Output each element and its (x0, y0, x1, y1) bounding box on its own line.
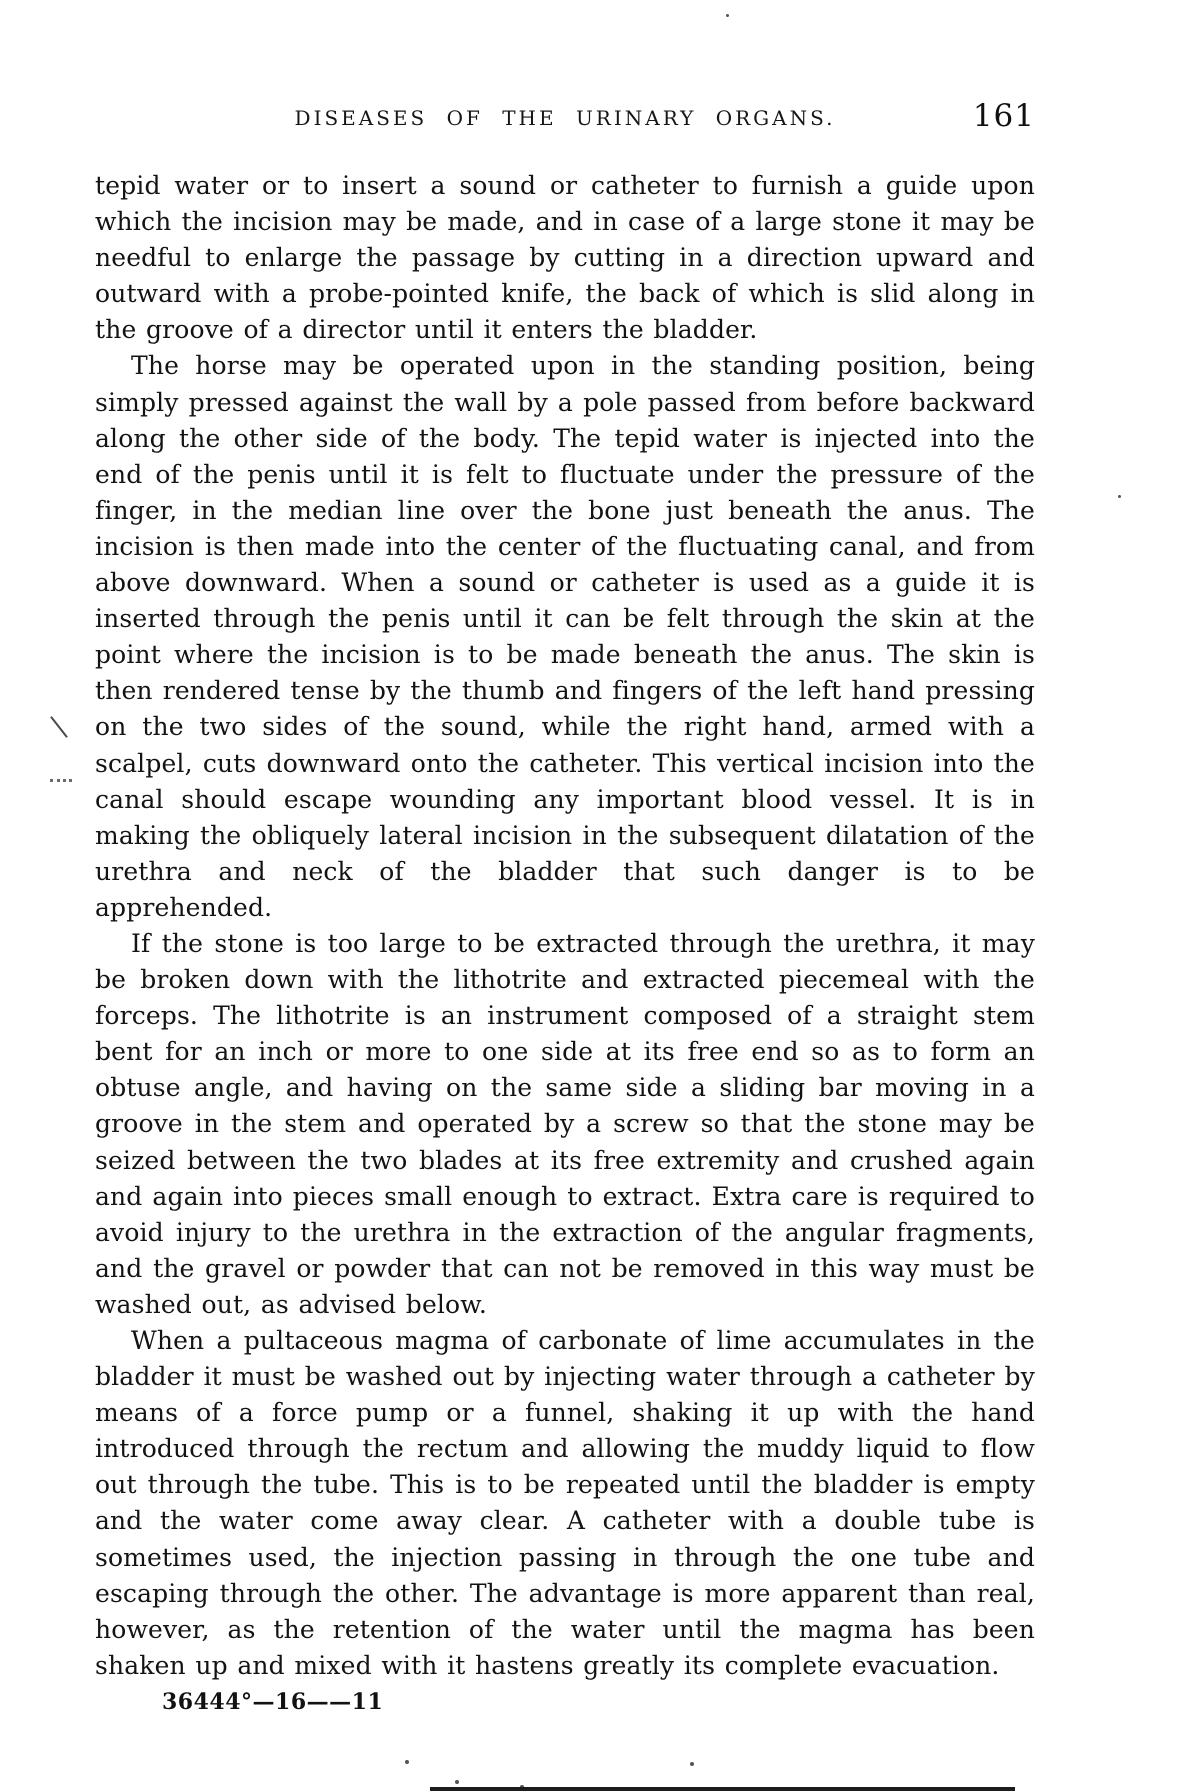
scan-artifact-stray-slash (50, 716, 68, 738)
scan-artifact-speck (726, 14, 729, 17)
scan-artifact-stray-dots (50, 776, 72, 782)
printers-mark: 36444°—16——11 (162, 1689, 384, 1715)
scan-artifact-speck (690, 1762, 694, 1766)
page-header-title: DISEASES OF THE URINARY ORGANS. (294, 106, 836, 130)
paragraph-lithotrite: If the stone is too large to be extracted through the urethra, it may be broken down with the lithotrite and extracted piecemeal with the forceps. The lithotrite is an instrument composed of a straight stem bent for an inch or more to one side at its free end so as to form an obtuse angle, and having on the same side a sliding bar moving in a groove in the stem and operated by a screw so that the stone may be seized between the two blades at its free extremity and crushed again and again into pieces small enough to extract. Extra care is required to avoid injury to the urethra in the extraction of the angular fragments, and the gravel or powder that can not be removed in this way must be washed out, as advised below. (95, 928, 1035, 1319)
page-body (95, 168, 1035, 1684)
scan-artifact-bottom-edge (430, 1787, 1015, 1791)
scan-artifact-speck (1118, 495, 1121, 498)
paragraph-bladder-washing: When a pultaceous magma of carbonate of lime accumulates in the bladder it must be washed out by injecting water through a catheter by means of a force pump or a funnel, shaking it up with the hand introduced through the rectum and allowing the muddy liquid to flow out through the tube. This is to be repeated until the bladder is empty and the water come away clear. A catheter with a double tube is sometimes used, the injection passing in through the one tube and escaping through the other. The advantage is more apparent than real, however, as the retention of the water until the magma has been shaken up and mixed with it hastens greatly its complete evacuation. (95, 1326, 1035, 1680)
scan-artifact-speck (455, 1780, 459, 1784)
page-number: 161 (972, 98, 1035, 134)
paragraph-continuation: tepid water or to insert a sound or catheter to furnish a guide upon which the incision may be made, and in case of a large stone it may be needful to enlarge the passage by cutting in a direction upward and outward with a probe-pointed knife, the back of which is slid along in the groove of a director until it enters the bladder. (95, 171, 1035, 345)
running-head (95, 98, 1035, 144)
paragraph-standing-operation: The horse may be operated upon in the standing position, being simply pressed against the wall by a pole passed from before backward along the other side of the body. The tepid water is injected into the end of the penis until it is felt to fluctuate under the pressure of the finger, in the median line over the bone just beneath the anus. The incision is then made into the center of the fluctuating canal, and from above downward. When a sound or catheter is used as a guide it is inserted through the penis until it can be felt through the skin at the point where the incision is to be made beneath the anus. The skin is then rendered tense by the thumb and fingers of the left hand pressing on the two sides of the sound, while the right hand, armed with a scalpel, cuts downward onto the catheter. This vertical incision into the canal should escape wounding any important blood vessel. It is in making the obliquely lateral incision in the subsequent dilatation of the urethra and neck of the bladder that such danger is to be apprehended. (95, 351, 1035, 922)
scan-artifact-speck (405, 1760, 409, 1764)
